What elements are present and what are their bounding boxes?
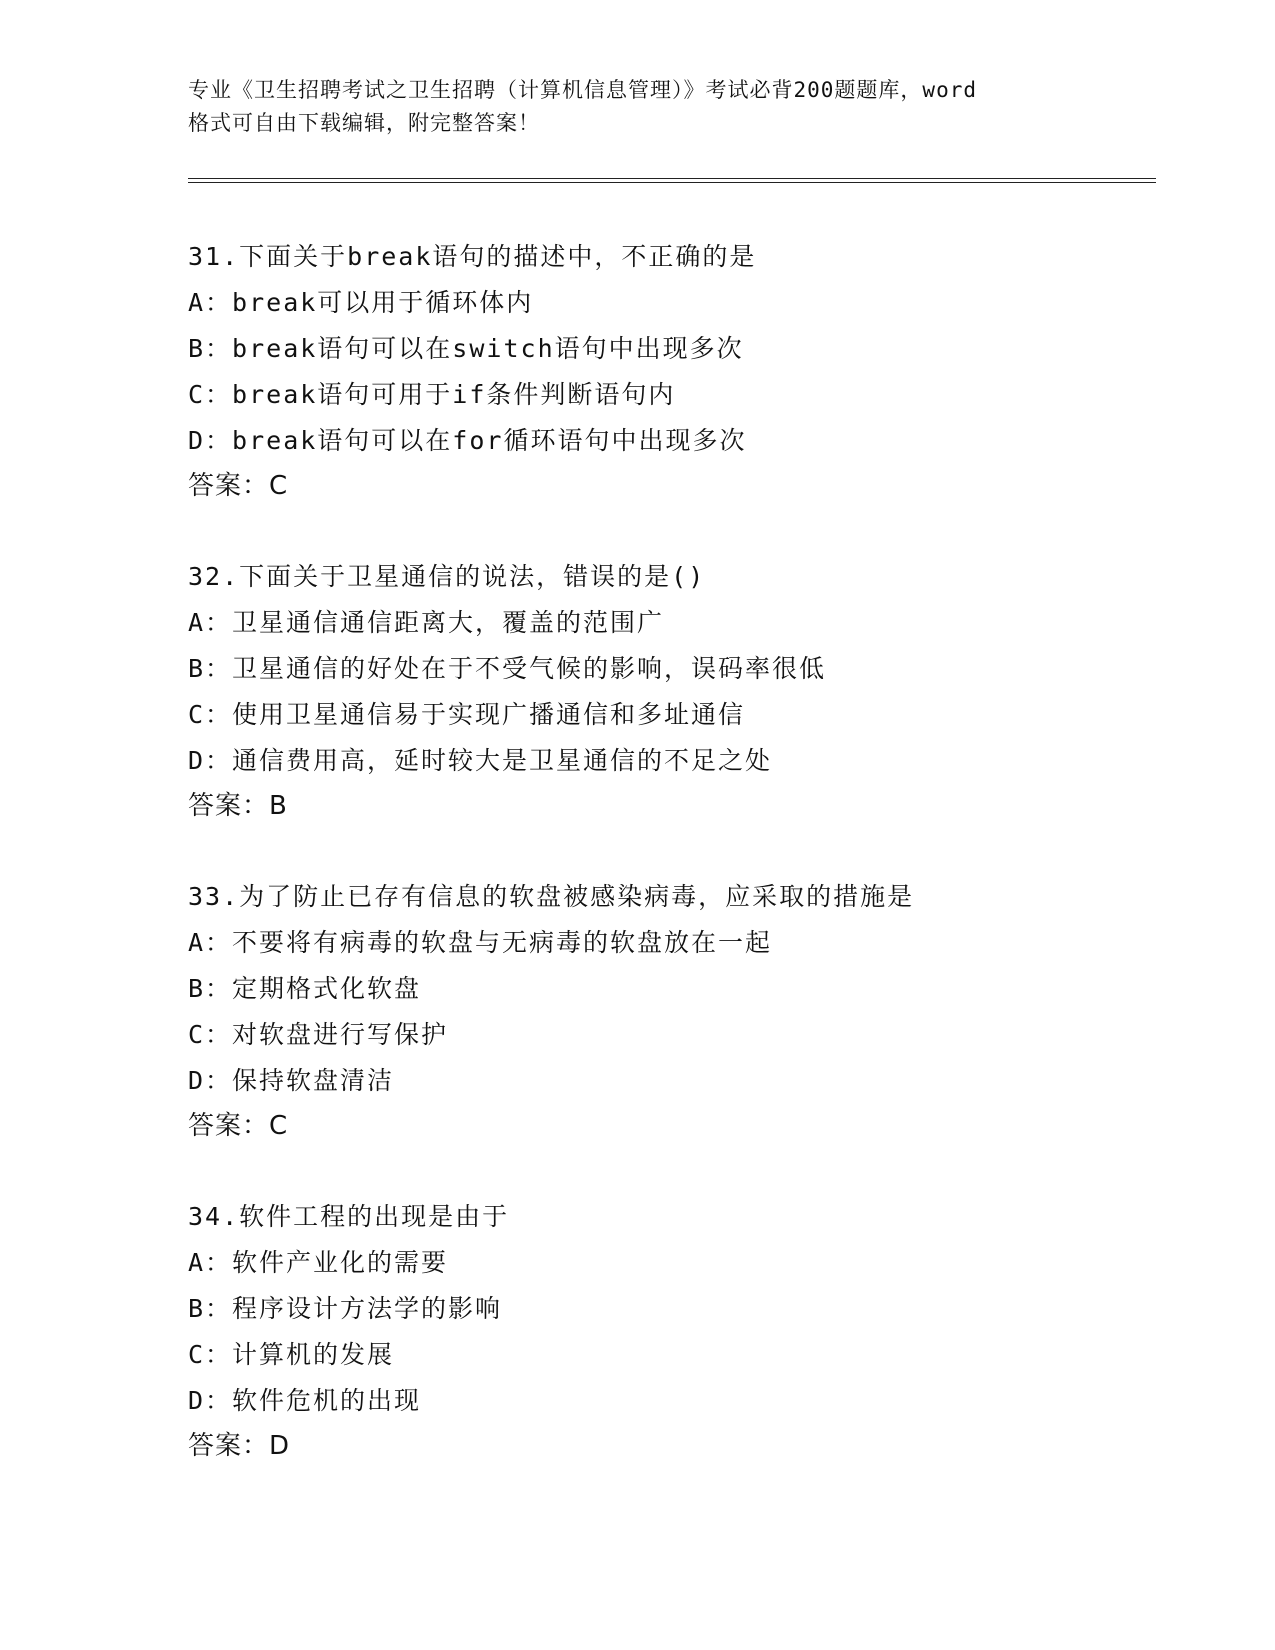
option-c: C：使用卫星通信易于实现广播通信和多址通信 <box>188 700 746 729</box>
answer-label: 答案：B <box>188 791 288 821</box>
question-31 <box>188 234 1156 508</box>
option-a: A：break可以用于循环体内 <box>188 288 534 317</box>
header-double-rule <box>188 178 1156 183</box>
option-a: A：不要将有病毒的软盘与无病毒的软盘放在一起 <box>188 928 773 957</box>
question-stem: 34.软件工程的出现是由于 <box>188 1202 510 1231</box>
header-line-1: 专业《卫生招聘考试之卫生招聘（计算机信息管理）》考试必背200题题库，word <box>188 78 977 102</box>
question-32 <box>188 554 1156 828</box>
question-33 <box>188 874 1156 1148</box>
option-b: B：程序设计方法学的影响 <box>188 1294 503 1323</box>
option-d: D：保持软盘清洁 <box>188 1066 395 1095</box>
question-list <box>188 234 1156 1514</box>
question-stem: 31.下面关于break语句的描述中，不正确的是 <box>188 242 757 271</box>
option-d: D：break语句可以在for循环语句中出现多次 <box>188 426 747 455</box>
answer-label: 答案：C <box>188 471 289 501</box>
option-a: A：软件产业化的需要 <box>188 1248 449 1277</box>
question-stem: 33.为了防止已存有信息的软盘被感染病毒，应采取的措施是 <box>188 882 915 911</box>
option-d: D：软件危机的出现 <box>188 1386 422 1415</box>
option-c: C：break语句可用于if条件判断语句内 <box>188 380 676 409</box>
option-b: B：定期格式化软盘 <box>188 974 422 1003</box>
option-d: D：通信费用高，延时较大是卫星通信的不足之处 <box>188 746 773 775</box>
option-a: A：卫星通信通信距离大，覆盖的范围广 <box>188 608 665 637</box>
question-stem: 32.下面关于卫星通信的说法，错误的是() <box>188 562 706 591</box>
answer-label: 答案：D <box>188 1431 291 1461</box>
document-header <box>188 74 1088 140</box>
option-b: B：卫星通信的好处在于不受气候的影响，误码率很低 <box>188 654 827 683</box>
question-34 <box>188 1194 1156 1468</box>
header-line-2: 格式可自由下载编辑，附完整答案！ <box>188 111 540 135</box>
option-b: B：break语句可以在switch语句中出现多次 <box>188 334 744 363</box>
answer-label: 答案：C <box>188 1111 289 1141</box>
option-c: C：对软盘进行写保护 <box>188 1020 449 1049</box>
option-c: C：计算机的发展 <box>188 1340 395 1369</box>
